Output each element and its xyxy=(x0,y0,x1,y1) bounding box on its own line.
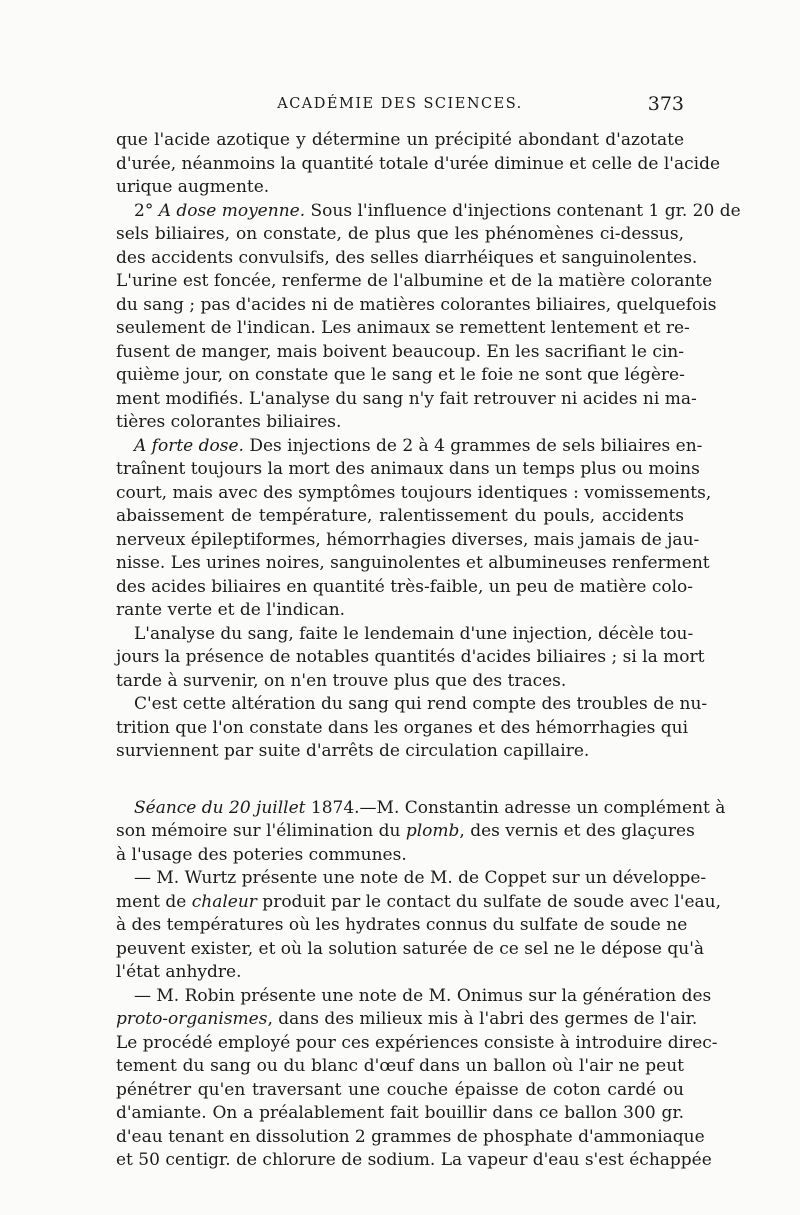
text-span: ment de xyxy=(116,891,192,912)
italic-term: plomb xyxy=(405,821,460,841)
text-line: à des températures où les hydrates connus du sulfate de soude ne xyxy=(116,915,688,935)
text-line: C'est cette altération du sang qui rend compte des troubles de nu- xyxy=(134,694,708,714)
text-line: jours la présence de notables quantités d'acides biliaires ; si la mort xyxy=(116,647,705,667)
text-line: L'urine est foncée, renferme de l'albumine et de la matière colorante xyxy=(116,271,713,291)
text-line: d'amiante. On a préalablement fait bouillir dans ce ballon 300 gr. xyxy=(116,1103,684,1123)
text-span: , dans des milieux mis à l'abri des germes de l'air. xyxy=(267,1009,698,1029)
text-span: Sous l'influence d'injections contenant 1 gr. 20 de xyxy=(305,200,741,221)
text-line: urique augmente. xyxy=(116,177,270,197)
text-line: tarde à survenir, on n'en trouve plus que des traces. xyxy=(116,670,567,691)
section-heading: A forte dose. xyxy=(134,435,244,456)
text-span: , des vernis et des glaçures xyxy=(459,821,695,841)
text-line: tement du sang ou du blanc d'œuf dans un ballon où l'air ne peut xyxy=(116,1056,684,1076)
text-line: court, mais avec des symptômes toujours identiques : vomissements, xyxy=(116,482,712,503)
text-line: du sang ; pas d'acides ni de matières colorantes biliaires, quelquefois xyxy=(116,294,717,315)
text-line: trition que l'on constate dans les organes et des hémorrhagies qui xyxy=(116,717,689,738)
text-line: Le procédé employé pour ces expériences consiste à introduire direc- xyxy=(116,1032,718,1053)
text-line: traînent toujours la mort des animaux dans un temps plus ou moins xyxy=(116,459,700,479)
text-line xyxy=(116,435,703,459)
text-line: sels biliaires, on constate, de plus que les phénomènes ci-dessus, xyxy=(116,224,684,244)
text-line: seulement de l'indican. Les animaux se remettent lentement et re- xyxy=(116,318,690,338)
text-line xyxy=(116,797,726,821)
text-line: L'analyse du sang, faite le lendemain d'une injection, décèle tou- xyxy=(134,623,694,644)
seance-date: Séance du 20 juillet xyxy=(134,797,306,818)
page-number: 373 xyxy=(647,93,684,115)
text-line: et 50 centigr. de chlorure de sodium. La vapeur d'eau s'est échappée xyxy=(116,1150,712,1170)
text-line: nisse. Les urines noires, sanguinolentes et albumineuses renferment xyxy=(116,553,710,573)
text-line xyxy=(116,200,741,224)
text-line: — M. Robin présente une note de M. Onimus sur la génération des xyxy=(134,985,712,1006)
text-line: quième jour, on constate que le sang et le foie ne sont que légère- xyxy=(116,365,685,385)
text-line: abaissement de température, ralentissement du pouls, accidents xyxy=(116,506,684,526)
text-span: Des injections de 2 à 4 grammes de sels biliaires en- xyxy=(243,435,703,456)
text-line: que l'acide azotique y détermine un précipité abondant d'azotate xyxy=(116,130,684,150)
text-line xyxy=(116,1008,698,1032)
body-text xyxy=(116,129,741,1173)
italic-term: chaleur xyxy=(191,891,257,912)
text-line xyxy=(116,820,695,844)
text-line: nerveux épileptiformes, hémorrhagies diverses, mais jamais de jau- xyxy=(116,529,700,550)
text-line xyxy=(116,891,721,915)
text-line: d'eau tenant en dissolution 2 grammes de phosphate d'ammoniaque xyxy=(116,1126,705,1147)
text-line: peuvent exister, et où la solution saturée de ce sel ne le dépose qu'à xyxy=(116,938,705,959)
text-line: l'état anhydre. xyxy=(116,962,242,982)
italic-term: proto-organismes xyxy=(116,1009,268,1029)
text-line: surviennent par suite d'arrêts de circulation capillaire. xyxy=(116,741,590,761)
page-header xyxy=(116,93,684,123)
text-span: son mémoire sur l'élimination du xyxy=(116,821,406,841)
section-number: 2° xyxy=(134,200,159,221)
text-line: des acides biliaires en quantité très-faible, un peu de matière colo- xyxy=(116,576,694,597)
text-line: à l'usage des poteries communes. xyxy=(116,844,407,865)
text-line: rante verte et de l'indican. xyxy=(116,600,346,620)
text-line: d'urée, néanmoins la quantité totale d'urée diminue et celle de l'acide xyxy=(116,153,721,174)
text-span: 1874.—M. Constantin adresse un complément à xyxy=(305,797,726,818)
section-heading: A dose moyenne. xyxy=(158,200,306,221)
text-line: pénétrer qu'en traversant une couche épaisse de coton cardé ou xyxy=(116,1079,684,1100)
text-line: ment modifiés. L'analyse du sang n'y fait retrouver ni acides ni ma- xyxy=(116,388,697,409)
text-line: — M. Wurtz présente une note de M. de Coppet sur un développe- xyxy=(134,868,707,888)
text-line: fusent de manger, mais boivent beaucoup. En les sacrifiant le cin- xyxy=(116,341,684,362)
running-title: ACADÉMIE DES SCIENCES. xyxy=(277,96,523,112)
text-line: des accidents convulsifs, des selles diarrhéiques et sanguinolentes. xyxy=(116,247,698,268)
text-line: tières colorantes biliaires. xyxy=(116,412,342,432)
text-span: produit par le contact du sulfate de soude avec l'eau, xyxy=(256,891,721,912)
section-gap xyxy=(116,764,684,797)
